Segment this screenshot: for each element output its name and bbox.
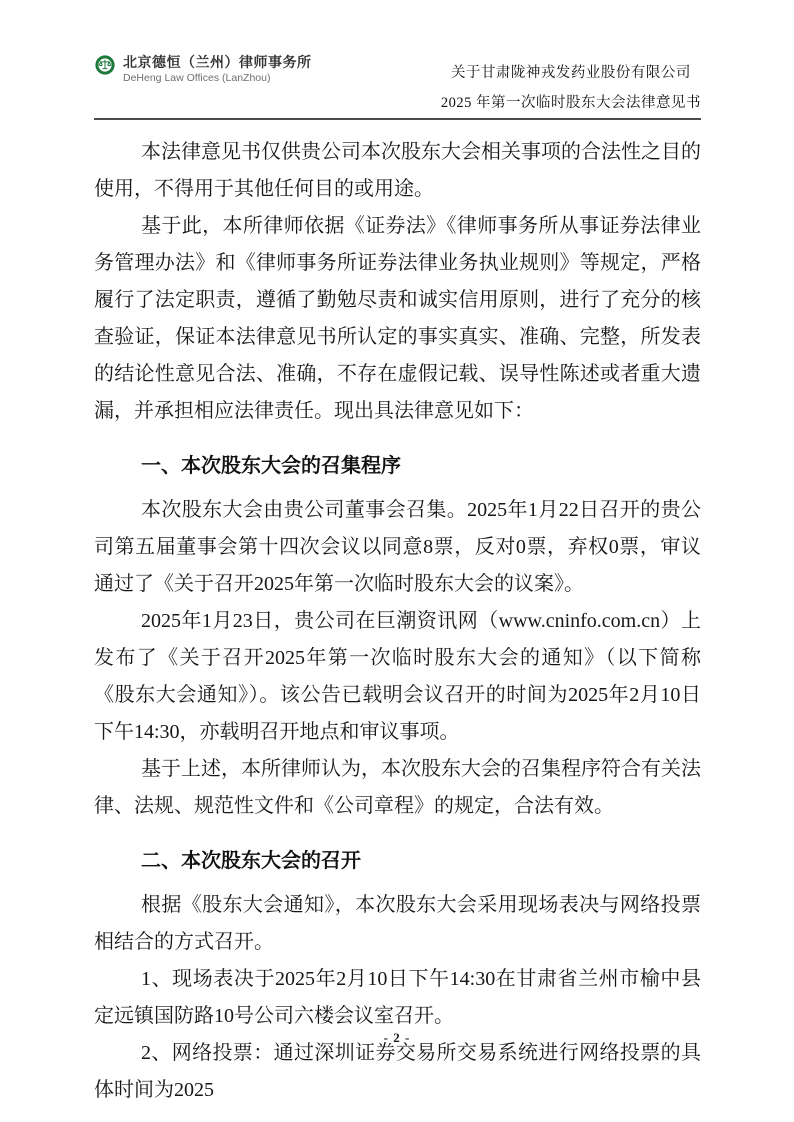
document-header [94,0,701,120]
paragraph: 2025年1月23日，贵公司在巨潮资讯网（www.cninfo.com.cn）上发布了《关于召开2025年第一次临时股东大会的通知》（以下简称《股东大会通知》）。该公告已载明会议召开的时间为2025年2月10日下午14:30，亦载明召开地点和审议事项。 [94,610,701,743]
page-number: - 2 - [383,1030,411,1045]
firm-name-cn: 北京德恒（兰州）律师事务所 [123,54,312,70]
page-footer [0,1030,794,1046]
document-body [94,120,701,1109]
paragraph: 根据《股东大会通知》，本次股东大会采用现场表决与网络投票相结合的方式召开。 [94,894,701,953]
paragraph: 本法律意见书仅供贵公司本次股东大会相关事项的合法性之目的使用，不得用于其他任何目的或用途。 [94,141,701,200]
paragraph: 1、现场表决于2025年2月10日下午14:30在甘肃省兰州市榆中县定远镇国防路10号公司六楼会议室召开。 [94,968,701,1027]
page-content [94,0,701,1109]
firm-name-en: DeHeng Law Offices (LanZhou) [123,72,271,84]
paragraph: 基于上述，本所律师认为，本次股东大会的召集程序符合有关法律、法规、规范性文件和《公司章程》的规定，合法有效。 [94,758,701,817]
document-title-line2: 2025 年第一次临时股东大会法律意见书 [440,95,701,111]
section-heading: 一、本次股东大会的召集程序 [141,455,401,477]
paragraph: 2、网络投票：通过深圳证券交易所交易系统进行网络投票的具体时间为2025 [94,1042,701,1101]
firm-names [123,54,312,85]
deheng-seal-icon [94,54,116,76]
section-heading: 二、本次股东大会的召开 [141,850,361,872]
paragraph: 本次股东大会由贵公司董事会召集。2025年1月22日召开的贵公司第五届董事会第十四次会议以同意8票，反对0票，弃权0票，审议通过了《关于召开2025年第一次临时股东大会的议案》。 [94,499,701,595]
paragraph: 基于此，本所律师依据《证券法》《律师事务所从事证券法律业务管理办法》和《律师事务所证券法律业务执业规则》等规定，严格履行了法定职责，遵循了勤勉尽责和诚实信用原则，进行了充分的核查验证，保证本法律意见书所认定的事实真实、准确、完整，所发表的结论性意见合法、准确，不存在虚假记载、误导性陈述或者重大遗漏，并承担相应法律责任。现出具法律意见如下： [94,215,701,422]
document-title-block [441,58,701,118]
firm-logo-block [94,52,312,85]
document-title-line1: 关于甘肃陇神戎发药业股份有限公司 [450,65,691,81]
